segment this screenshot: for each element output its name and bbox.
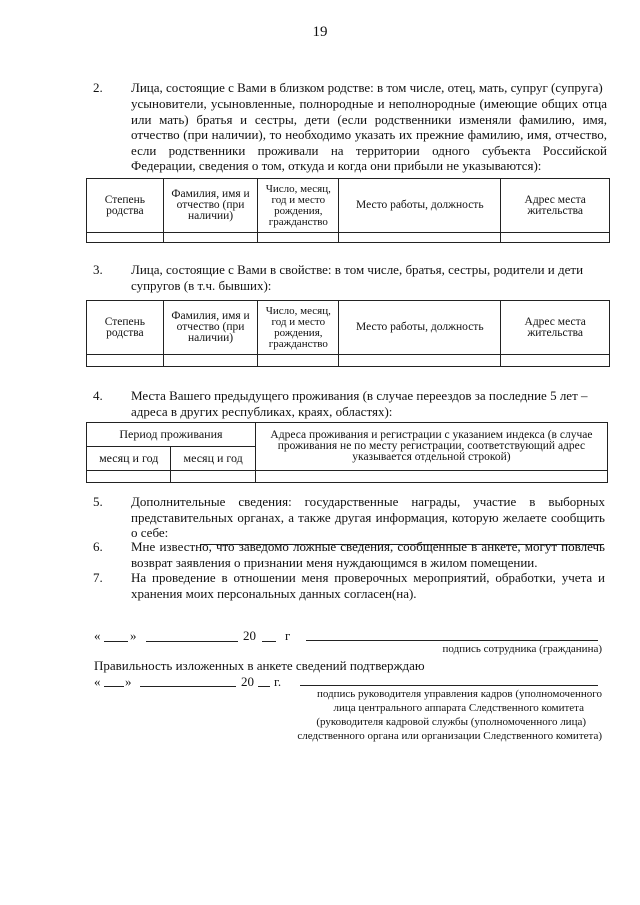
item-6-number: 6.	[93, 539, 103, 554]
year-prefix: 20	[243, 628, 256, 643]
table-cell[interactable]	[501, 355, 610, 367]
item-5-text: Дополнительные сведения: государственные награды, участие в выборных представительных органах, а также другая информация, которую желаете сообщить о себе:	[131, 494, 605, 540]
table-cell[interactable]	[171, 471, 255, 483]
header-residence-address: Адреса проживания и регистрации с указанием индекса (в случае проживания не по месту регистрации, соответствующий адрес указывается отдельной строкой)	[255, 423, 607, 471]
table-cell[interactable]	[258, 355, 339, 367]
page-number: 19	[312, 24, 328, 40]
item-2-number: 2.	[93, 80, 103, 95]
table-cell[interactable]	[163, 355, 258, 367]
day-field[interactable]	[104, 641, 128, 642]
employee-signature-caption: подпись сотрудника (гражданина)	[442, 643, 602, 655]
table-cell[interactable]	[87, 471, 171, 483]
in-laws-table	[86, 300, 610, 367]
caption-line: лица центрального аппарата Следственного комитета	[333, 702, 584, 714]
year-field[interactable]	[262, 641, 276, 642]
item-4-first-line: Места Вашего предыдущего проживания (в случае переездов за последние 5 лет –	[131, 388, 588, 403]
employee-signature-line[interactable]	[306, 640, 598, 641]
header-full-name: Фамилия, имя и отчество (при наличии)	[163, 179, 258, 233]
item-3-first-line: Лица, состоящие с Вами в свойстве: в том числе, братья, сестры, родители и дети	[131, 262, 584, 277]
hr-signature-caption	[230, 687, 602, 743]
item-2-first-line: Лица, состоящие с Вами в близком родстве: в том числе, отец, мать, супруг (супруга)	[131, 80, 603, 95]
table-cell[interactable]	[339, 233, 501, 243]
item-5-number: 5.	[93, 494, 103, 509]
item-3-number: 3.	[93, 262, 103, 277]
header-workplace: Место работы, должность	[339, 179, 501, 233]
date-close-quote: »	[130, 628, 137, 643]
header-birth: Число, месяц, год и место рождения, гражданство	[258, 179, 339, 233]
item-4-text: адреса в других республиках, краях, областях):	[131, 404, 393, 419]
item-4-number: 4.	[93, 388, 103, 403]
header-address: Адрес места жительства	[501, 179, 610, 233]
item-2-text: усыновители, усыновленные, полнородные и неполнородные (имеющие общих отца или мать) братья и сестры, дети (если родственники изменяли фамилию, имя, отчество (при наличии), то необходимо указать их прежние фамилию, имя, отчество, если родственники проживали на территории одного субъекта Российской Федерации, сведения о том, откуда и когда они прибыли не указываются):	[131, 96, 607, 173]
header-workplace: Место работы, должность	[339, 301, 501, 355]
day-field-2[interactable]	[104, 686, 124, 687]
month-field[interactable]	[146, 641, 238, 642]
residence-table	[86, 422, 608, 483]
confirmation-text: Правильность изложенных в анкете сведений подтверждаю	[94, 658, 425, 673]
header-birth: Число, месяц, год и место рождения, гражданство	[258, 301, 339, 355]
item-3-text: супругов (в т.ч. бывших):	[131, 278, 272, 293]
header-to-date: месяц и год	[171, 447, 255, 471]
item-7-number: 7.	[93, 570, 103, 585]
header-from-date: месяц и год	[87, 447, 171, 471]
item-7-text: На проведение в отношении меня проверочных мероприятий, обработки, учета и хранения моих персональных данных согласен(на).	[131, 570, 605, 601]
header-address: Адрес места жительства	[501, 301, 610, 355]
table-cell[interactable]	[255, 471, 607, 483]
item-6-text: Мне известно, что заведомо ложные сведения, сообщенные в анкете, могут повлечь возврат заявления о признании меня нуждающимся в жилом помещении.	[131, 539, 605, 570]
table-cell[interactable]	[258, 233, 339, 243]
caption-line: подпись руководителя управления кадров (уполномоченного	[316, 688, 602, 700]
date-open-quote: «	[94, 628, 101, 643]
year-prefix-2: 20	[241, 674, 254, 689]
date-open-quote-2: «	[94, 674, 101, 689]
caption-line: следственного органа или организации Следственного комитета)	[297, 730, 602, 742]
header-period: Период проживания	[87, 423, 256, 447]
caption-line: (руководителя кадровой службы (уполномоченного лица)	[316, 716, 586, 728]
table-cell[interactable]	[501, 233, 610, 243]
hr-head-signature-line[interactable]	[300, 685, 598, 686]
header-full-name: Фамилия, имя и отчество (при наличии)	[163, 301, 258, 355]
header-kinship: Степень родства	[87, 301, 164, 355]
year-suffix: г	[285, 628, 291, 643]
table-cell[interactable]	[87, 355, 164, 367]
table-cell[interactable]	[339, 355, 501, 367]
table-cell[interactable]	[87, 233, 164, 243]
month-field-2[interactable]	[140, 686, 236, 687]
year-suffix-2: г.	[274, 674, 282, 689]
table-cell[interactable]	[163, 233, 258, 243]
relatives-table	[86, 178, 610, 243]
date-close-quote-2: »	[125, 674, 132, 689]
header-kinship: Степень родства	[87, 179, 164, 233]
